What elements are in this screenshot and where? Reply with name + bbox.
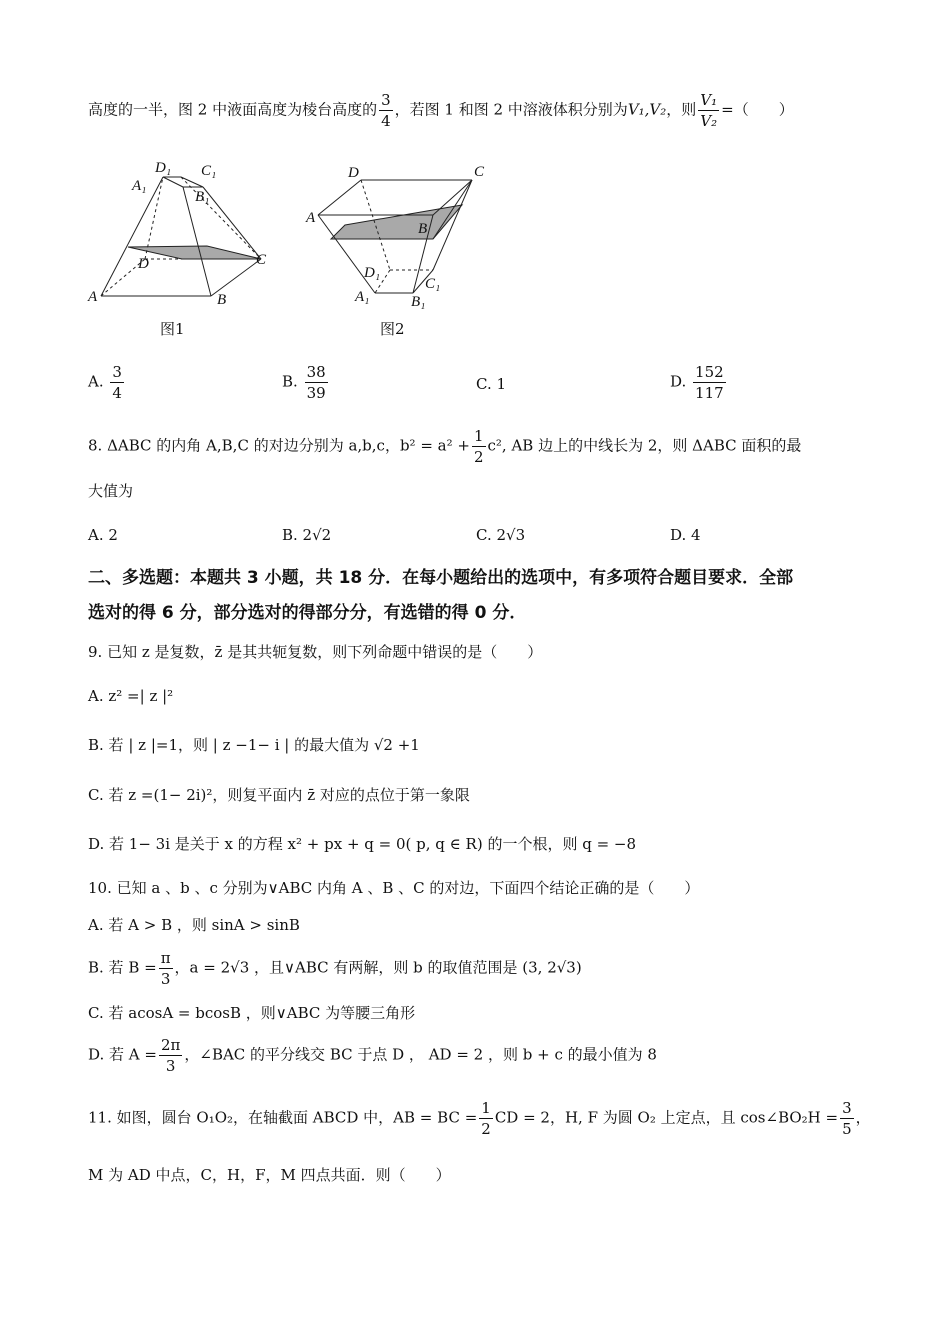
fig1-label-b1: B₁ (195, 189, 210, 205)
q7-stem-line: 高度的一半，图 2 中液面高度为棱台高度的 $\frac{3}{4}$ ，若图 1 和图 2 中溶液体积分别为V₁,V₂，则 $\frac{\text{V₁}}{\text{V₂}}$ =（ ） (88, 91, 794, 130)
fig1-caption: 图1 (160, 320, 185, 338)
q10-option-d: D. 若 A = $\frac{2\pi}{3}$ ，∠BAC 的平分线交 BC 于点 D ， AD = 2 ，则 b + c 的最小值为 8 (88, 1036, 657, 1075)
fig2-label-b1: B₁ (411, 294, 426, 310)
q9-option-c: C. 若 z =(1− 2i)²，则复平面内 z̄ 对应的点位于第一象限 (88, 786, 470, 804)
figure-2-inverted-frustum (300, 155, 500, 315)
fig2-label-a: A (306, 210, 316, 226)
fig2-label-c: C (474, 164, 485, 180)
q7-option-c: C. 1 (476, 375, 507, 393)
q7-ratio: $\frac{\text{V₁}}{\text{V₂}}$ (700, 91, 718, 130)
fig1-label-d: D (138, 256, 149, 272)
q8-option-b: B. 2√2 (282, 526, 332, 544)
q8-stem-line1: 8. ΔABC 的内角 A,B,C 的对边分别为 a,b,c，b² = a² + $\frac{1}{2}$ c², AB 边上的中线长为 2，则 ΔABC 面积的最 (88, 427, 802, 466)
q8-option-c: C. 2√3 (476, 526, 526, 544)
q10-option-a: A. 若 A > B ，则 sinA > sinB (88, 916, 300, 934)
q8-option-d: D. 4 (670, 526, 701, 544)
fig2-caption: 图2 (380, 320, 405, 338)
q8-stem-line2: 大值为 (88, 482, 134, 500)
q10-option-b: B. 若 B = $\frac{\pi}{3}$ ，a = 2√3 ，且∨ABC 有两解，则 b 的取值范围是 (3, 2√3) (88, 949, 582, 988)
figure-1-frustum (85, 155, 285, 315)
fig1-label-a1: A₁ (132, 178, 147, 194)
q9-option-b: B. 若 | z |=1，则 | z −1− i | 的最大值为 √2 +1 (88, 736, 420, 754)
fig2-label-a1: A₁ (355, 289, 370, 305)
q7-text: 高度的一半，图 2 中液面高度为棱台高度的 (88, 100, 378, 119)
q9-option-a: A. z² =| z |² (88, 687, 174, 705)
fig2-label-d1: D₁ (364, 265, 381, 281)
q8-option-a: A. 2 (88, 526, 118, 544)
q11-stem-line1: 11. 如图，圆台 O₁O₂，在轴截面 ABCD 中，AB = BC = $\frac{1}{2}$ CD = 2，H, F 为圆 O₂ 上定点，且 cos∠BO₂H = $\frac{3}{5}$ ， (88, 1099, 871, 1138)
q10-stem: 10. 已知 a 、b 、c 分别为∨ABC 内角 A 、B 、C 的对边，下面四个结论正确的是（ ） (88, 879, 700, 897)
fig2-label-d: D (348, 165, 359, 181)
fig2-label-b: B (418, 221, 428, 237)
q10-option-c: C. 若 acosA = bcosB ，则∨ABC 为等腰三角形 (88, 1004, 416, 1022)
q7-option-d: D. $\frac{152}{117}$ (670, 363, 724, 402)
fig2-label-c1: C₁ (425, 276, 441, 292)
q7-fraction: $\frac{3}{4}$ (381, 91, 391, 130)
q7-option-a: A. $\frac{3}{4}$ (88, 363, 122, 402)
fig1-label-c1: C₁ (201, 163, 217, 179)
q11-stem-line2: M 为 AD 中点，C，H，F，M 四点共面．则（ ） (88, 1166, 451, 1184)
section2-heading-line2: 选对的得 6 分，部分选对的得部分分，有选错的得 0 分． (88, 603, 527, 623)
fig1-label-b: B (217, 292, 227, 308)
q7-option-b: B. $\frac{38}{39}$ (282, 363, 326, 402)
fig2-liquid-surface (331, 205, 462, 239)
fig1-label-d1: D₁ (155, 160, 172, 176)
fig1-label-a: A (88, 289, 98, 305)
section2-heading-line1: 二、多选题：本题共 3 小题，共 18 分．在每小题给出的选项中，有多项符合题目要求．全部 (88, 568, 794, 588)
q9-option-d: D. 若 1− 3i 是关于 x 的方程 x² + px + q = 0( p, q ∈ R) 的一个根，则 q = −8 (88, 835, 637, 853)
q9-stem: 9. 已知 z 是复数，z̄ 是其共轭复数，则下列命题中错误的是（ ） (88, 643, 543, 661)
fig1-label-c: C (256, 252, 267, 268)
